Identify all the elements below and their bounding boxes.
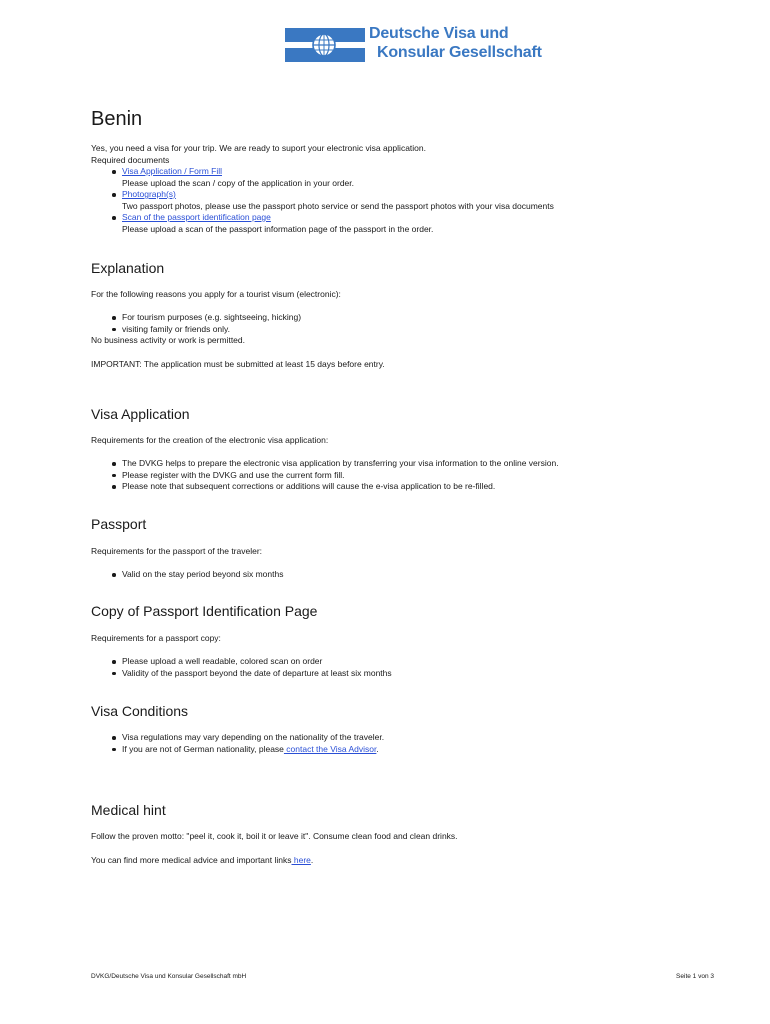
medical-more-suffix: .: [310, 855, 314, 865]
list-item: [91, 744, 384, 756]
passport-copy-heading: Copy of Passport Identification Page: [91, 603, 318, 619]
list-item: Validity of the passport beyond the date of departure at least six months: [91, 668, 392, 680]
list-item: For tourism purposes (e.g. sightseeing, hicking): [91, 312, 301, 324]
passport-copy-lead: Requirements for a passport copy:: [91, 633, 221, 643]
intro-text: Yes, you need a visa for your trip. We are ready to suport your electronic visa application.: [91, 143, 426, 153]
explanation-note: No business activity or work is permitted.: [91, 335, 245, 345]
list-item: Valid on the stay period beyond six months: [91, 569, 283, 581]
passport-scan-link[interactable]: Scan of the passport identification page: [122, 212, 271, 222]
passport-lead: Requirements for the passport of the traveler:: [91, 546, 263, 556]
visa-advisor-prefix: If you are not of German nationality, please: [122, 743, 284, 754]
list-item: [91, 212, 554, 224]
visa-conditions-list: [91, 732, 384, 755]
list-item-note: Two passport photos, please use the passport photo service or send the passport photos with your visa documents: [122, 200, 554, 211]
medical-more: [91, 855, 313, 867]
passport-heading: Passport: [91, 516, 147, 532]
logo-text-line1: Deutsche Visa und: [369, 25, 509, 42]
passport-copy-list: [91, 656, 392, 679]
list-item: visiting family or friends only.: [91, 324, 301, 336]
list-item: [91, 189, 554, 201]
list-item-note: Please upload the scan / copy of the application in your order.: [122, 177, 355, 188]
visa-application-lead: Requirements for the creation of the electronic visa application:: [91, 435, 329, 445]
required-documents-list: [91, 166, 554, 178]
footer-company: DVKG/Deutsche Visa und Konsular Gesellschaft mbH: [91, 973, 247, 980]
visa-advisor-suffix: .: [376, 743, 379, 754]
visa-application-form-link[interactable]: Visa Application / Form Fill: [122, 166, 222, 176]
explanation-lead: For the following reasons you apply for a tourist visum (electronic):: [91, 289, 341, 299]
visa-application-list: [91, 458, 559, 493]
dvkg-logo: [285, 25, 542, 64]
visa-application-heading: Visa Application: [91, 406, 190, 422]
important-note: IMPORTANT: The application must be submitted at least 15 days before entry.: [91, 359, 385, 369]
medical-hint-heading: Medical hint: [91, 802, 166, 818]
list-item-note: Please upload a scan of the passport information page of the passport in the order.: [122, 223, 434, 234]
passport-list: [91, 569, 283, 581]
list-item: Please upload a well readable, colored scan on order: [91, 656, 392, 668]
list-item: The DVKG helps to prepare the electronic visa application by transferring your visa information to the online version.: [91, 458, 559, 470]
intro-section: [91, 143, 554, 235]
photographs-link[interactable]: Photograph(s): [122, 189, 176, 199]
visa-conditions-heading: Visa Conditions: [91, 703, 189, 719]
medical-here-link[interactable]: here: [291, 855, 311, 865]
logo-text-line2: Konsular Gesellschaft: [377, 44, 542, 61]
medical-more-prefix: You can find more medical advice and important links: [91, 855, 292, 865]
list-item: [91, 166, 554, 178]
globe-icon: [311, 32, 337, 58]
explanation-heading: Explanation: [91, 260, 165, 276]
contact-visa-advisor-link[interactable]: contact the Visa Advisor: [283, 743, 377, 754]
explanation-list: [91, 312, 301, 335]
list-item: Visa regulations may vary depending on the nationality of the traveler.: [91, 732, 384, 744]
list-item: Please note that subsequent corrections or additions will cause the e-visa application to be re-filled.: [91, 481, 559, 493]
page-title: Benin: [91, 108, 143, 130]
required-documents-label: Required documents: [91, 154, 170, 165]
list-item: Please register with the DVKG and use the current form fill.: [91, 470, 559, 482]
footer-page-number: Seite 1 von 3: [676, 973, 714, 980]
medical-motto: Follow the proven motto: "peel it, cook it, boil it or leave it". Consume clean food and clean drinks.: [91, 831, 458, 841]
